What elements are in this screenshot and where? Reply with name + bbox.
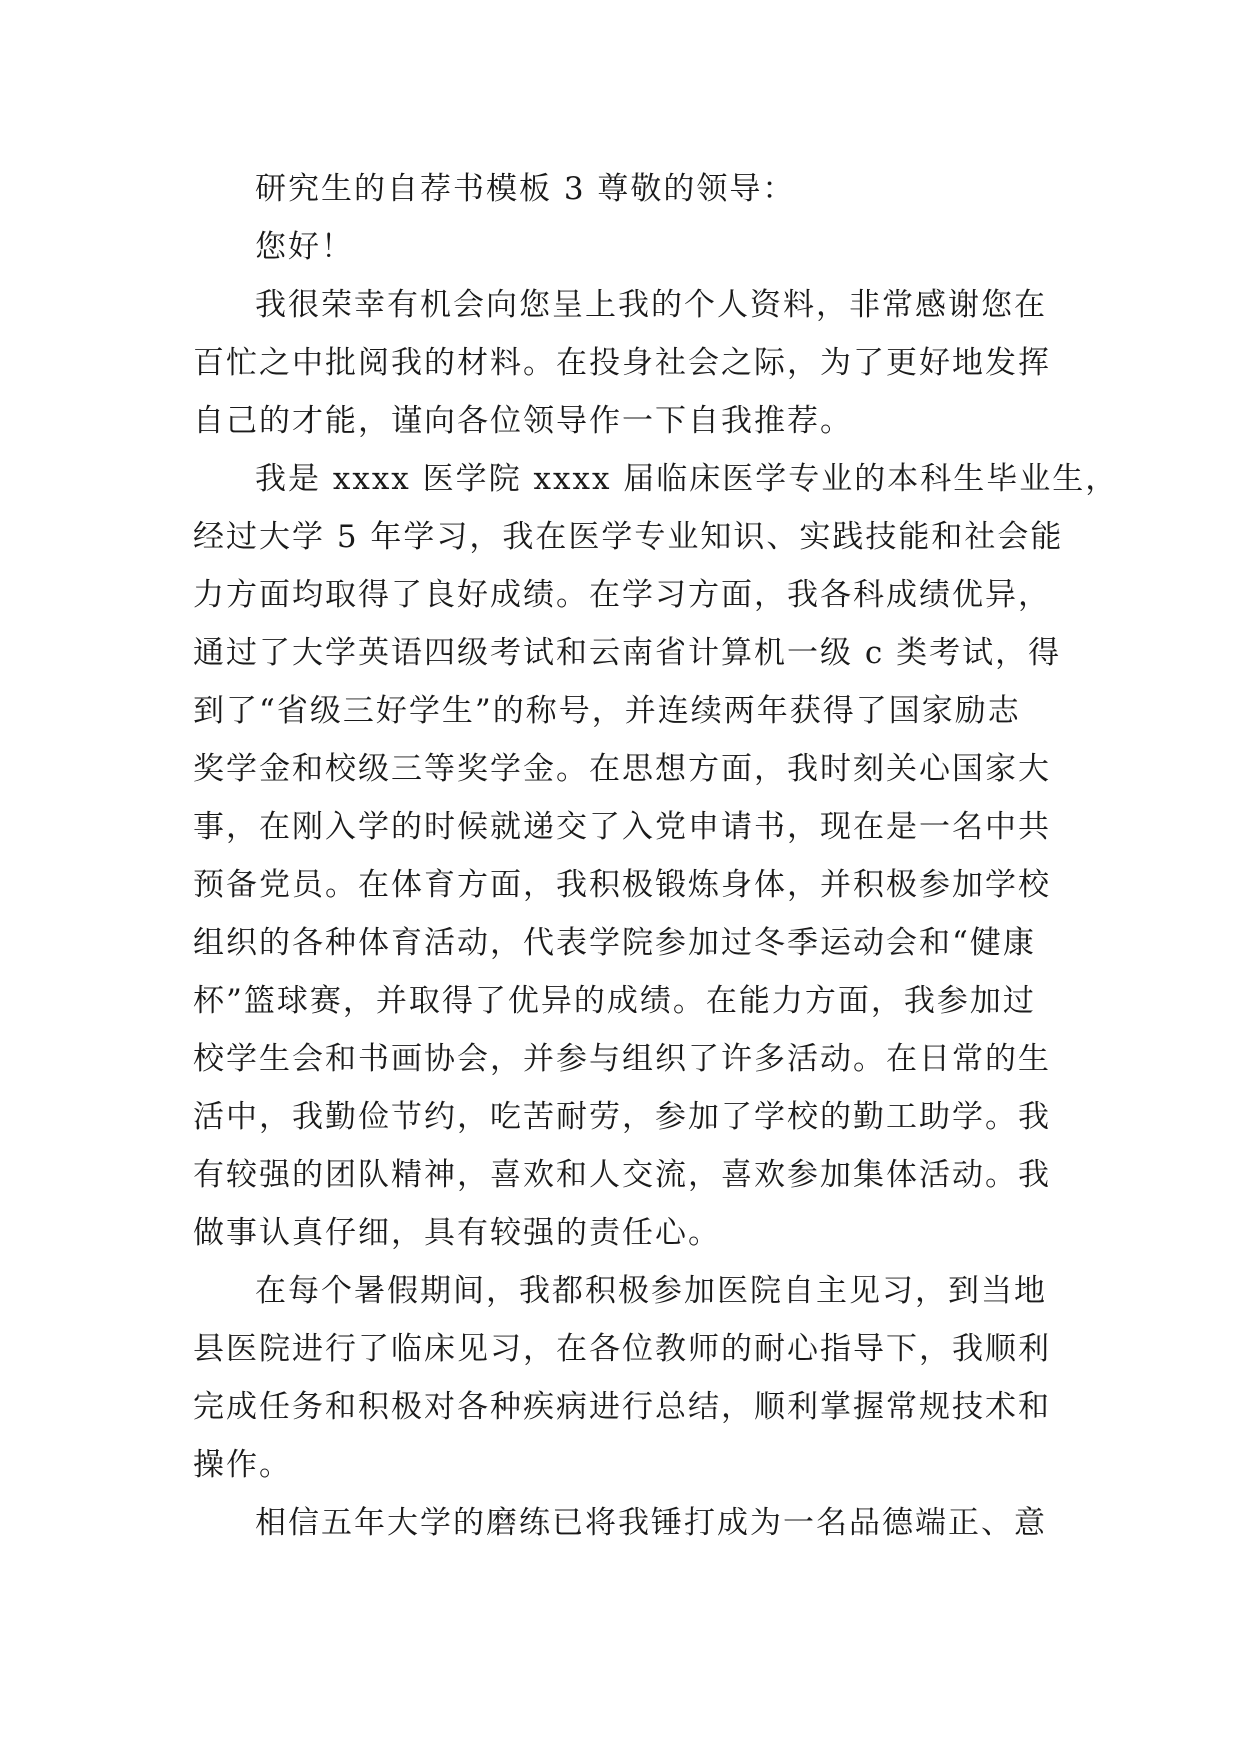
paragraph-line: 杯”篮球赛，并取得了优异的成绩。在能力方面，我参加过 (193, 983, 1036, 1019)
paragraph-line: 奖学金和校级三等奖学金。在思想方面，我时刻关心国家大 (193, 751, 1051, 787)
paragraph-line: 事，在刚入学的时候就递交了入党申请书，现在是一名中共 (193, 809, 1051, 845)
paragraph-line: 县医院进行了临床见习，在各位教师的耐心指导下，我顺利 (193, 1331, 1051, 1367)
paragraph-line: 相信五年大学的磨练已将我锤打成为一名品德端正、意 (255, 1505, 1047, 1541)
greeting-line: 您好！ (255, 229, 354, 265)
paragraph-line: 校学生会和书画协会，并参与组织了许多活动。在日常的生 (193, 1041, 1051, 1077)
paragraph-4 (193, 1494, 1053, 1552)
paragraph-line: 我是 xxxx 医学院 xxxx 届临床医学专业的本科生毕业生， (255, 461, 1119, 497)
paragraph-line: 自己的才能，谨向各位领导作一下自我推荐。 (193, 403, 853, 439)
greeting-block (193, 218, 1053, 276)
paragraph-line: 组织的各种体育活动，代表学院参加过冬季运动会和“健康 (193, 925, 1036, 961)
paragraph-line: 百忙之中批阅我的材料。在投身社会之际，为了更好地发挥 (193, 345, 1051, 381)
paragraph-3 (193, 1262, 1053, 1494)
paragraph-line: 预备党员。在体育方面，我积极锻炼身体，并积极参加学校 (193, 867, 1051, 903)
paragraph-line: 完成任务和积极对各种疾病进行总结，顺利掌握常规技术和 (193, 1389, 1051, 1425)
paragraph-line: 做事认真仔细，具有较强的责任心。 (193, 1215, 721, 1251)
paragraph-line: 通过了大学英语四级考试和云南省计算机一级 c 类考试，得 (193, 635, 1062, 671)
paragraph-line: 经过大学 5 年学习，我在医学专业知识、实践技能和社会能 (193, 519, 1064, 555)
heading-line: 研究生的自荐书模板 3 尊敬的领导： (255, 171, 796, 207)
heading-block (193, 160, 1053, 218)
paragraph-line: 我很荣幸有机会向您呈上我的个人资料，非常感谢您在 (255, 287, 1047, 323)
paragraph-2 (193, 450, 1119, 1262)
paragraph-line: 在每个暑假期间，我都积极参加医院自主见习，到当地 (255, 1273, 1047, 1309)
paragraph-line: 操作。 (193, 1447, 292, 1483)
paragraph-line: 力方面均取得了良好成绩。在学习方面，我各科成绩优异， (193, 577, 1051, 613)
paragraph-line: 有较强的团队精神，喜欢和人交流，喜欢参加集体活动。我 (193, 1157, 1051, 1193)
paragraph-line: 活中，我勤俭节约，吃苦耐劳，参加了学校的勤工助学。我 (193, 1099, 1051, 1135)
paragraph-1 (193, 276, 1053, 450)
document-body (193, 160, 1119, 1552)
paragraph-line: 到了“省级三好学生”的称号，并连续两年获得了国家励志 (193, 693, 1021, 729)
